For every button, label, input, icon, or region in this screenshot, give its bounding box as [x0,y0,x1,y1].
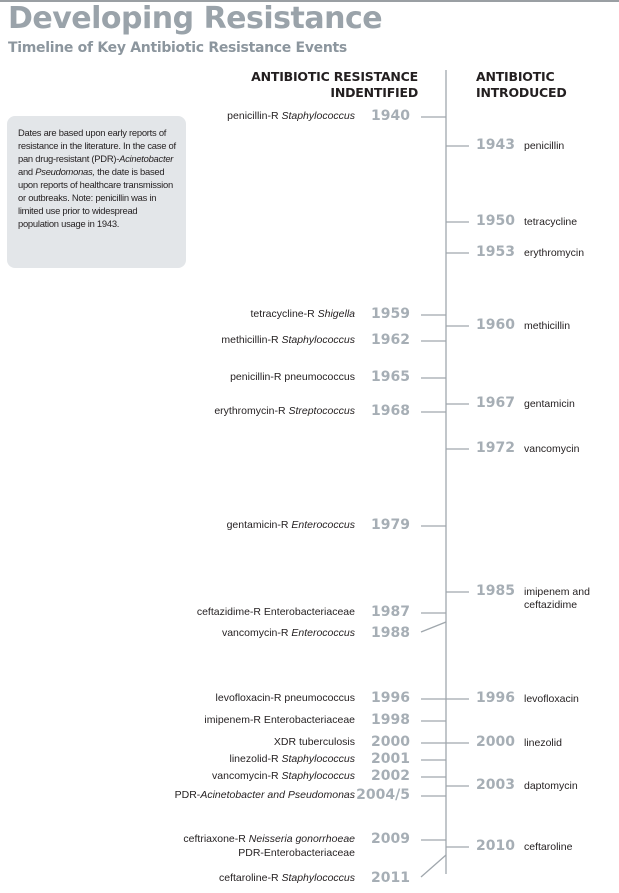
resistance-label [212,770,355,783]
note-segment: and [18,166,36,177]
label-segment: levofloxacin-R pneumococcus [215,692,355,704]
label-segment: methicillin-R [221,334,282,346]
introduced-label: penicillin [524,140,565,152]
resistance-year: 1996 [371,690,410,706]
introduced-year: 1972 [476,440,515,456]
resistance-year: 1965 [371,369,410,385]
resistance-year: 2002 [371,768,410,784]
resistance-connector [421,855,446,877]
resistance-year: 2001 [371,751,410,767]
resistance-label [227,110,355,123]
introduced-label: vancomycin [524,443,580,455]
resistance-year: 1959 [371,306,410,322]
resistance-year: 1979 [371,517,410,533]
label-segment: Enterococcus [291,519,355,531]
resistance-year: 1987 [371,604,410,620]
label-segment: Streptococcus [288,405,355,417]
introduced-year: 2010 [476,838,515,854]
label-segment: erythromycin-R [214,405,289,417]
label-segment: Staphylococcus [281,770,355,782]
introduced-label: methicillin [524,320,571,332]
introduced-label: daptomycin [524,780,578,792]
resistance-label [251,308,355,321]
label-segment: vancomycin-R [221,627,292,639]
resistance-year: 1962 [371,332,410,348]
resistance-label [204,714,355,727]
introduced-year: 1960 [476,317,515,333]
resistance-year: 2011 [371,870,410,886]
resistance-label [222,627,355,640]
label-segment: gentamicin-R [226,519,292,531]
page-subtitle: Timeline of Key Antibiotic Resistance Events [8,40,347,56]
introduced-label: erythromycin [524,247,585,259]
resistance-year: 1998 [371,712,410,728]
introduced-label: tetracycline [524,216,578,228]
header-left-line1: ANTIBIOTIC RESISTANCE [251,69,418,84]
label-segment: tetracycline-R [250,308,318,320]
label-segment: ceftriaxone-R [183,833,249,845]
label-segment: PDR- [174,789,201,801]
resistance-label [227,519,355,532]
introduced-year: 1985 [476,583,515,599]
introduced-year: 2003 [476,777,515,793]
resistance-label [221,334,355,347]
introduced-label: imipenem and ceftazidime [524,586,590,611]
resistance-connector [421,622,446,632]
label-segment: vancomycin-R [212,770,282,782]
label-segment: penicillin-R pneumococcus [230,371,355,383]
resistance-label [183,833,355,846]
label-segment: ceftaroline-R [219,872,282,884]
introduced-label: ceftaroline [524,841,573,853]
introduced-year: 1996 [476,690,515,706]
note-segment: Dates are based upon early reports of resistance in the literature. In the case of pan drug-resistant (PDR)- [18,127,176,164]
label-segment: Staphylococcus [281,334,355,346]
introduced-year: 2000 [476,734,515,750]
page-title: Developing Resistance [8,1,383,36]
label-segment: PDR-Enterobacteriaceae [238,847,355,859]
header-right-line1: ANTIBIOTIC [476,69,555,84]
resistance-year: 1940 [371,108,410,124]
label-segment: Neisseria gonorrhoeae [248,833,355,845]
resistance-label-secondary [238,847,355,860]
label-segment: Enterococcus [291,627,355,639]
resistance-year: 1968 [371,403,410,419]
label-segment: Staphylococcus [281,110,355,122]
resistance-label [214,405,355,418]
resistance-label [274,736,355,749]
header-right-line2: INTRODUCED [476,85,567,100]
note-segment: Pseudomonas, [35,166,95,177]
label-segment: ceftazidime-R Enterobacteriaceae [196,606,355,618]
label-segment: Acinetobacter and Pseudomonas [200,789,355,801]
resistance-year: 2009 [371,831,410,847]
label-segment: XDR tuberculosis [273,736,355,748]
note-segment: the date is based upon reports of healthcare transmission or outbreaks. Note: penicillin was in limited use prior to widespread population usage in 1943. [18,166,173,229]
label-segment: Shigella [317,308,355,320]
resistance-label [230,753,355,766]
header-left-line2: INDENTIFIED [330,85,418,100]
resistance-label [230,371,355,384]
label-segment: penicillin-R [227,110,282,122]
label-segment: Staphylococcus [281,872,355,884]
resistance-label [175,789,355,802]
resistance-label [219,872,355,885]
introduced-year: 1967 [476,395,515,411]
resistance-year: 1988 [371,625,410,641]
introduced-year: 1950 [476,213,515,229]
resistance-year: 2004/5 [356,787,410,803]
introduced-year: 1953 [476,244,515,260]
introduced-label: levofloxacin [524,693,579,705]
introduced-label: linezolid [524,737,562,749]
label-segment: imipenem-R Enterobacteriaceae [204,714,355,726]
label-segment: linezolid-R [229,753,282,765]
resistance-label [197,606,355,619]
resistance-year: 2000 [371,734,410,750]
resistance-label [216,692,355,705]
note-segment: Acinetobacter [119,153,174,164]
introduced-label: gentamicin [524,398,575,410]
label-segment: Staphylococcus [281,753,355,765]
introduced-year: 1943 [476,137,515,153]
